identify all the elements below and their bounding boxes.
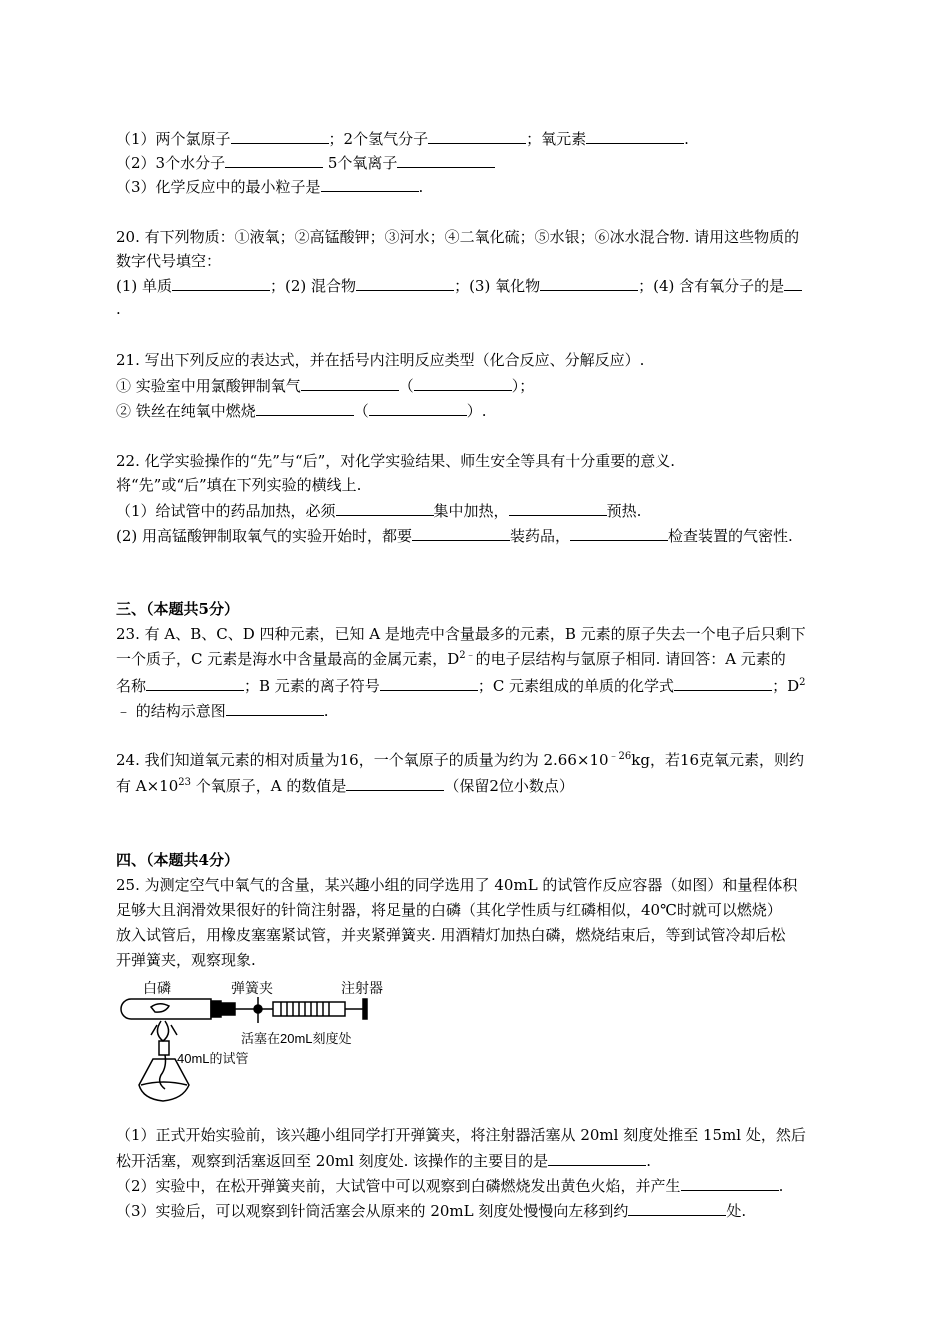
q25-line4: 开弹簧夹，观察现象. xyxy=(116,951,256,969)
q25-line3: 放入试管后，用橡皮塞塞紧试管，并夹紧弹簧夹. 用酒精灯加热白磷，燃烧结束后，等到试管冷却后松 xyxy=(116,926,786,944)
q19-item3: ；氧元素 xyxy=(526,130,587,148)
q24-text: 24. 我们知道氧元素的相对质量为16，一个氧原子的质量为约为 2.66×10 xyxy=(116,751,609,769)
q20-item1: (1) 单质 xyxy=(116,277,173,295)
q23-line3 xyxy=(116,675,805,696)
answer-blank[interactable] xyxy=(681,1175,779,1191)
paren-open: （ xyxy=(353,402,369,420)
q19-item1: （1）两个氯原子 xyxy=(116,130,231,148)
q25-sub3 xyxy=(116,1200,746,1221)
q23-text: ﹣ 的结构示意图 xyxy=(116,702,226,720)
q22-text: 集中加热， xyxy=(433,502,509,520)
q22-line1: 22. 化学实验操作的“先”与“后”，对化学实验结果、师生安全等具有十分重要的意义. xyxy=(116,452,676,470)
q22-line4 xyxy=(116,525,793,546)
q24-line1 xyxy=(116,750,804,770)
superscript: 2﹣ xyxy=(459,650,476,661)
q24-text: （保留2位小数点） xyxy=(444,777,574,795)
q19-line3 xyxy=(116,176,423,197)
q22-item2: (2) 用高锰酸钾制取氧气的实验开始时，都要 xyxy=(116,527,413,545)
answer-blank[interactable] xyxy=(586,128,684,144)
answer-blank[interactable] xyxy=(570,525,668,541)
q21-line1: 21. 写出下列反应的表达式，并在括号内注明反应类型（化合反应、分解反应）. xyxy=(116,351,645,369)
q23-text: 一个质子，C 元素是海水中含量最高的金属元素，D xyxy=(116,650,460,668)
q25-line1: 25. 为测定空气中氧气的含量，某兴趣小组的同学选用了 40mL 的试管作反应容器（如图）和量程体积 xyxy=(116,876,798,894)
answer-blank[interactable] xyxy=(172,275,270,291)
q23-text: ；B 元素的离子符号 xyxy=(244,677,380,695)
q24-line2 xyxy=(116,775,574,796)
q20-item3: ；(3) 氧化物 xyxy=(454,277,541,295)
answer-blank[interactable] xyxy=(231,128,329,144)
q25-line2: 足够大且润滑效果很好的针筒注射器，将足量的白磷（其化学性质与红磷相似，40℃时就可以燃烧） xyxy=(116,901,782,919)
q20-item4: ；(4) 含有氧分子的是 xyxy=(638,277,785,295)
answer-blank[interactable] xyxy=(346,775,444,791)
period: . xyxy=(323,702,329,720)
q22-text: 检查装置的气密性. xyxy=(668,527,793,545)
answer-blank[interactable] xyxy=(414,375,512,391)
q22-item1: （1）给试管中的药品加热，必须 xyxy=(116,502,336,520)
q23-text: 的电子层结构与氩原子相同. 请回答：A 元素的 xyxy=(475,650,786,668)
answer-blank[interactable] xyxy=(356,275,454,291)
q23-text: 名称 xyxy=(116,677,147,695)
label-piston: 活塞在20mL刻度处 xyxy=(241,1031,352,1046)
label-phosphorus: 白磷 xyxy=(143,980,171,996)
q21-item1: ① 实验室中用氯酸钾制氧气 xyxy=(116,377,301,395)
q24-text: 个氧原子，A 的数值是 xyxy=(191,777,347,795)
q23-line1: 23. 有 A、B、C、D 四种元素，已知 A 是地壳中含量最多的元素，B 元素的原子失去一个电子后只剩下 xyxy=(116,625,806,643)
superscript: ﹣26 xyxy=(608,751,632,762)
q19-line1 xyxy=(116,128,689,149)
label-tube: 40mL的试管 xyxy=(177,1051,249,1066)
period: . xyxy=(418,178,424,196)
answer-blank[interactable] xyxy=(784,275,802,291)
q23-text: ；D xyxy=(772,677,800,695)
period: . xyxy=(646,1152,651,1170)
q21-line3 xyxy=(116,400,487,421)
answer-blank[interactable] xyxy=(226,700,324,716)
q25-text: 处. xyxy=(726,1202,747,1220)
q21-item2: ② 铁丝在纯氧中燃烧 xyxy=(116,402,256,420)
answer-blank[interactable] xyxy=(369,400,467,416)
q23-line4 xyxy=(116,700,329,721)
apparatus-figure xyxy=(113,975,403,1120)
q25-sub2 xyxy=(116,1175,783,1196)
answer-blank[interactable] xyxy=(380,675,478,691)
q25-text: （3）实验后，可以观察到针筒活塞会从原来的 20mL 刻度处慢慢向左移到约 xyxy=(116,1202,629,1220)
paren-close: ）. xyxy=(466,402,487,420)
answer-blank[interactable] xyxy=(428,128,526,144)
paren-open: （ xyxy=(398,377,414,395)
period: . xyxy=(684,130,689,148)
period: . xyxy=(778,1177,784,1195)
q22-text: 预热. xyxy=(606,502,642,520)
answer-blank[interactable] xyxy=(548,1150,646,1166)
q22-line3 xyxy=(116,500,641,521)
q20-line1: 20. 有下列物质：①液氧；②高锰酸钾；③河水；④二氧化硫；⑤水银；⑥冰水混合物. 请用这些物质的 xyxy=(116,228,800,246)
q21-line2 xyxy=(116,375,534,396)
label-syringe: 注射器 xyxy=(341,980,383,996)
answer-blank[interactable] xyxy=(301,375,399,391)
answer-blank[interactable] xyxy=(540,275,638,291)
section-3-title: 三、（本题共5分） xyxy=(116,600,239,618)
q20-line3 xyxy=(116,275,802,296)
answer-blank[interactable] xyxy=(336,500,434,516)
q25-text: （2）实验中，在松开弹簧夹前，大试管中可以观察到白磷燃烧发出黄色火焰，并产生 xyxy=(116,1177,681,1195)
q25-sub1-line1: （1）正式开始实验前，该兴趣小组同学打开弹簧夹，将注射器活塞从 20ml 刻度处推至 15ml 处，然后 xyxy=(116,1126,806,1144)
q20-line2: 数字代号填空： xyxy=(116,252,222,270)
label-clamp: 弹簧夹 xyxy=(231,980,273,996)
q23-text: ；C 元素组成的单质的化学式 xyxy=(477,677,675,695)
q23-line2 xyxy=(116,649,786,669)
q19-item4: （2）3个水分子 xyxy=(116,154,226,172)
q19-line2 xyxy=(116,152,495,173)
q20-item2: ；(2) 混合物 xyxy=(270,277,357,295)
superscript: 2 xyxy=(799,677,806,688)
answer-blank[interactable] xyxy=(397,152,495,168)
q19-item5: 5个氧离子 xyxy=(323,154,398,172)
paren-close: ）； xyxy=(511,377,535,395)
answer-blank[interactable] xyxy=(321,176,419,192)
q22-text: 装药品， xyxy=(510,527,571,545)
q19-item2: ；2个氢气分子 xyxy=(328,130,429,148)
answer-blank[interactable] xyxy=(256,400,354,416)
q25-text: 松开活塞，观察到活塞返回至 20ml 刻度处. 该操作的主要目的是 xyxy=(116,1152,549,1170)
section-4-title: 四、（本题共4分） xyxy=(116,851,239,869)
answer-blank[interactable] xyxy=(509,500,607,516)
q24-text: 有 A×10 xyxy=(116,777,179,795)
superscript: 23 xyxy=(178,777,191,788)
answer-blank[interactable] xyxy=(146,675,244,691)
q22-line2: 将“先”或“后”填在下列实验的横线上. xyxy=(116,476,362,494)
answer-blank[interactable] xyxy=(674,675,772,691)
q19-item6: （3）化学反应中的最小粒子是 xyxy=(116,178,321,196)
answer-blank[interactable] xyxy=(412,525,510,541)
q25-sub1-line2 xyxy=(116,1150,651,1171)
answer-blank[interactable] xyxy=(628,1200,726,1216)
answer-blank[interactable] xyxy=(225,152,323,168)
q24-text: kg，若16克氧元素，则约 xyxy=(631,751,805,769)
q20-line4: . xyxy=(116,300,121,318)
